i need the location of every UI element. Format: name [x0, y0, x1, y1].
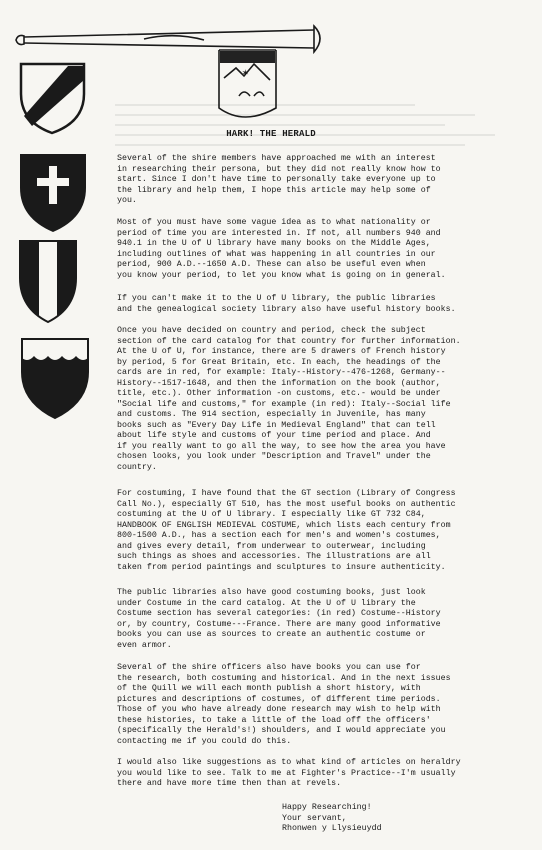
paragraph-intro: Several of the shire members have approached me with an interest in researching their persona, but they did not really know how to start. Since I don't have time to personally take everyone up to the library and help them, I hope this article may help some of you. [117, 154, 441, 205]
paragraph-suggestions: I would also like suggestions as to what kind of articles on heraldry you would like to see. Talk to me at Fighter's Practice--I'm usually there and have more time then than at revels. [117, 758, 461, 788]
paragraph-public-libraries: The public libraries also have good costuming books, just look under Costume in the card catalog. At the U of U library the Costume section has several categories: (in red) Costume--History or, by country, Costume---France. There are many good informative books you can use as sources to create an authentic costume or even armor. [117, 588, 441, 650]
shield-wavy-icon [20, 336, 90, 420]
article-title: HARK! THE HERALD [226, 129, 316, 139]
paragraph-costuming: For costuming, I have found that the GT section (Library of Congress Call No.), especially GT 510, has the most useful books on authentic costuming at the U of U library. I especially like GT 732 C84, HANDBOOK OF ENGLISH MEDIEVAL COSTUME, which lists each century from 800-1500 A.D., has a section each for men's and women's costumes, and gives every detail, from underwear to outerwear, including such things as shoes and accessories. The illustrations are all taken from period paintings and sculptures to insure authenticity. [117, 489, 456, 572]
signature-closing: Happy Researching! Your servant, Rhonwen y Llysieuydd [282, 803, 382, 833]
shield-pale-icon [18, 238, 78, 324]
svg-text:✶: ✶ [242, 68, 249, 80]
shield-cross-icon [18, 152, 88, 234]
paragraph-period: Most of you must have some vague idea as to what nationality or period of time you are interested in. If not, all numbers 940 and 940.1 in the U of U library have many books on the Middle Ages, including outlines of what was happening in all countries in our period, 900 A.D.--1650 A.D. These can also be useful even when you know your period, to let you know what is going on in general. [117, 218, 446, 280]
paragraph-libraries: If you can't make it to the U of U library, the public libraries and the genealogical society library also have useful history books. [117, 294, 456, 314]
shield-bend-icon [18, 60, 88, 136]
paragraph-card-catalog: Once you have decided on country and period, check the subject section of the card catalog for that country for further information. At the U of U, for instance, there are 5 drawers of French history by period, 5 for Great Britain, etc. In each, the headings of the cards are in red, for example: Italy--History--476-1268, Germany-- History--1517-1648, and then the information on the book (author, title, etc.). Other information -on customs, etc.- would be under "Social life and customs," for example (in red): Italy--Social life and customs. The 914 section, especially in Juvenile, has many books such as "Every Day Life in Medieval England" that can tell about life style and customs of your time period and place. And if you really want to go all the way, to see how the area you have chosen looks, you look under "Description and Travel" under the country. [117, 326, 461, 472]
paragraph-shire-officers: Several of the shire officers also have books you can use for the research, both costuming and historical. And in the next issues of the Quill we will each month publish a short history, with pictures and descriptions of costumes, of different time periods. Those of you who have already done research may wish to help with these histories, to take a little of the load off the officers' (specifically the Herald's!) shoulders, and I would appreciate you contacting me if you could do this. [117, 663, 451, 746]
